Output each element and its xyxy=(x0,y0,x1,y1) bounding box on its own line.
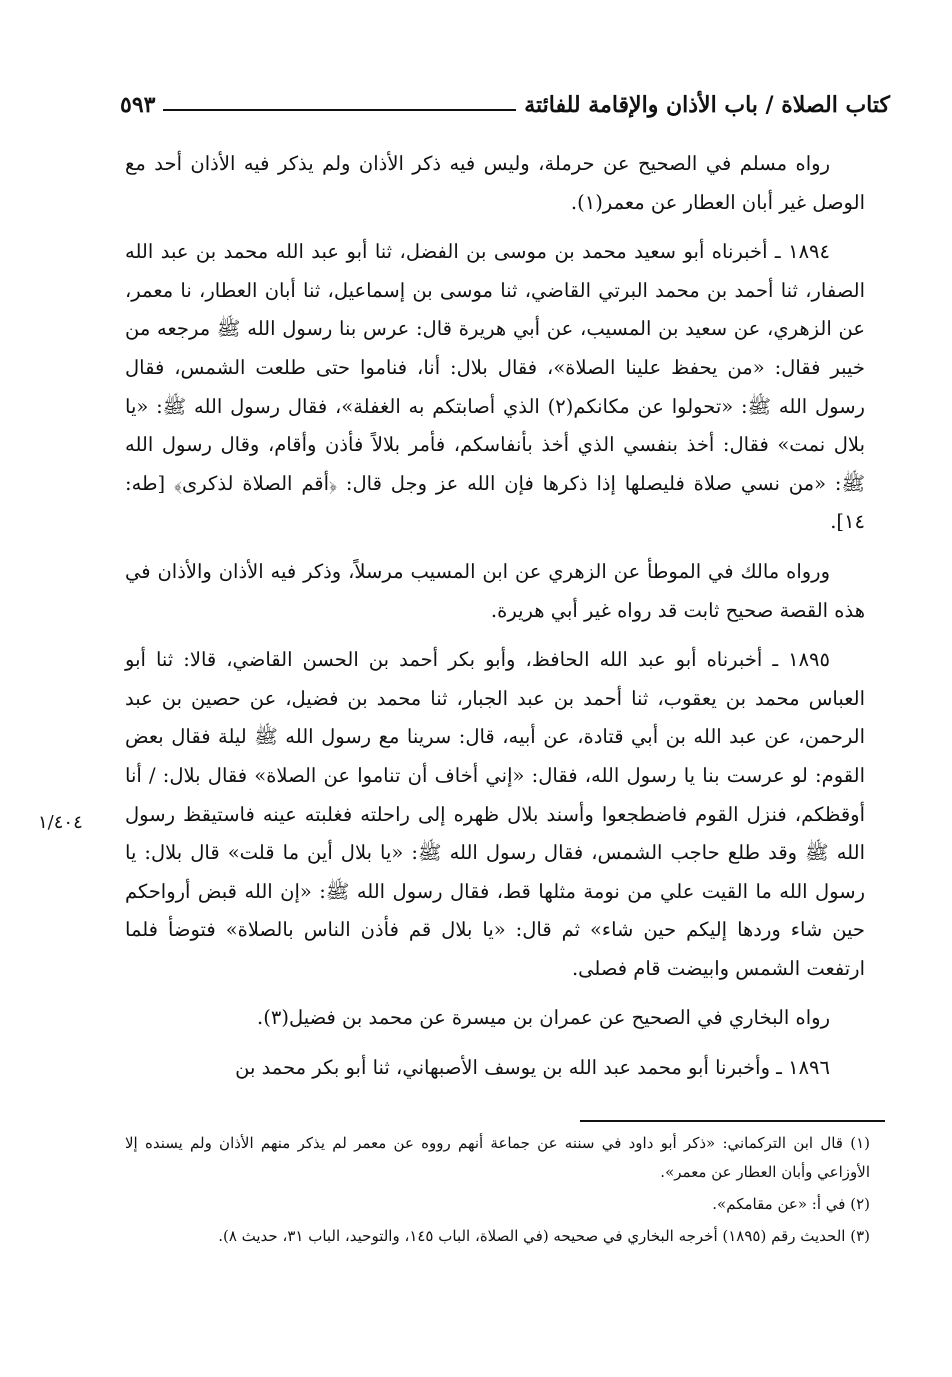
page-number: ٥٩٣ xyxy=(120,92,156,118)
paragraph: ١٨٩٥ ـ أخبرناه أبو عبد الله الحافظ، وأبو بكر أحمد بن الحسن القاضي، قالا: ثنا أبو العباس محمد بن يعقوب، ثنا أحمد بن عبد الجبار، ثنا محمد بن فضيل، عن حصين بن عبد الرحمن، عن عبد الله بن أبي قتادة، عن أبيه، قال: سرينا مع رسول الله ﷺ ليلة فقال بعض القوم: لو عرست بنا يا رسول الله، فقال: «إني أخاف أن تناموا عن الصلاة» فقال بلال: / أنا أوقظكم، فنزل القوم فاضطجعوا وأسند بلال ظهره إلى راحلته فغلبته عينه فاستيقظ رسول الله ﷺ وقد طلع حاجب الشمس، فقال رسول الله ﷺ: «يا بلال أين ما قلت» قال بلال: يا رسول الله ما القيت علي من نومة مثلها قط، فقال رسول الله ﷺ: «إن الله قبض أرواحكم حين شاء وردها إليكم حين شاء» ثم قال: «يا بلال قم فأذن الناس بالصلاة» فتوضأ فلما ارتفعت الشمس وابيضت قام فصلى. xyxy=(125,648,865,980)
header-rule xyxy=(163,109,516,111)
paragraph: ١٨٩٦ ـ وأخبرنا أبو محمد عبد الله بن يوسف الأصبهاني، ثنا أبو بكر محمد بن xyxy=(235,1056,830,1080)
footnote: (٢) في أ: «عن مقامكم». xyxy=(712,1195,870,1213)
paragraph: رواه مسلم في الصحيح عن حرملة، وليس فيه ذكر الأذان ولم يذكر فيه الأذان أحد مع الوصل غير أبان العطار عن معمر(١). xyxy=(125,152,865,214)
paragraph: ورواه مالك في الموطأ عن الزهري عن ابن المسيب مرسلاً، وذكر فيه الأذان والأذان في هذه القصة صحيح ثابت قد رواه غير أبي هريرة. xyxy=(125,559,865,622)
header-title: كتاب الصلاة / باب الأذان والإقامة للفائتة xyxy=(524,92,890,118)
main-text xyxy=(125,145,865,1099)
footnote: (٣) الحديث رقم (١٨٩٥) أخرجه البخاري في صحيحه (في الصلاة، الباب ١٤٥، والتوحيد، الباب ٣١، حديث ٨). xyxy=(218,1227,870,1245)
footnotes xyxy=(125,1129,870,1254)
paragraph: ١٨٩٤ ـ أخبرناه أبو سعيد محمد بن موسى بن الفضل، ثنا أبو عبد الله محمد بن عبد الله الصفار، ثنا أحمد بن محمد البرتي القاضي، ثنا موسى بن إسماعيل، ثنا أبان العطار، نا معمر، عن الزهري، عن سعيد بن المسيب، عن أبي هريرة قال: عرس بنا رسول الله ﷺ مرجعه من خيبر فقال: «من يحفظ علينا الصلاة»، فقال بلال: أنا، فناموا حتى طلعت الشمس، فقال رسول الله ﷺ: «تحولوا عن مكانكم(٢) الذي أصابتكم به الغفلة»، فقال رسول الله ﷺ: «يا بلال نمت» فقال: أخذ بنفسي الذي أخذ بأنفاسكم، فأمر بلالاً فأذن وأقام، وقال رسول الله ﷺ: «من نسي صلاة فليصلها إذا ذكرها فإن الله عز وجل قال: ﴿أقم الصلاة لذكرى﴾ [طه: ١٤]. xyxy=(125,240,865,534)
paragraph: رواه البخاري في الصحيح عن عمران بن ميسرة عن محمد بن فضيل(٣). xyxy=(257,1006,830,1030)
footnote-separator xyxy=(580,1120,885,1122)
footnote: (١) قال ابن التركماني: «ذكر أبو داود في سننه عن جماعة أنهم رووه عن معمر لم يذكر منهم الأذان ولم يسنده إلا الأوزاعي وأبان العطار عن معمر». xyxy=(125,1134,870,1181)
running-header xyxy=(120,82,890,118)
margin-volume-page-note: ١/٤٠٤ xyxy=(38,812,83,833)
